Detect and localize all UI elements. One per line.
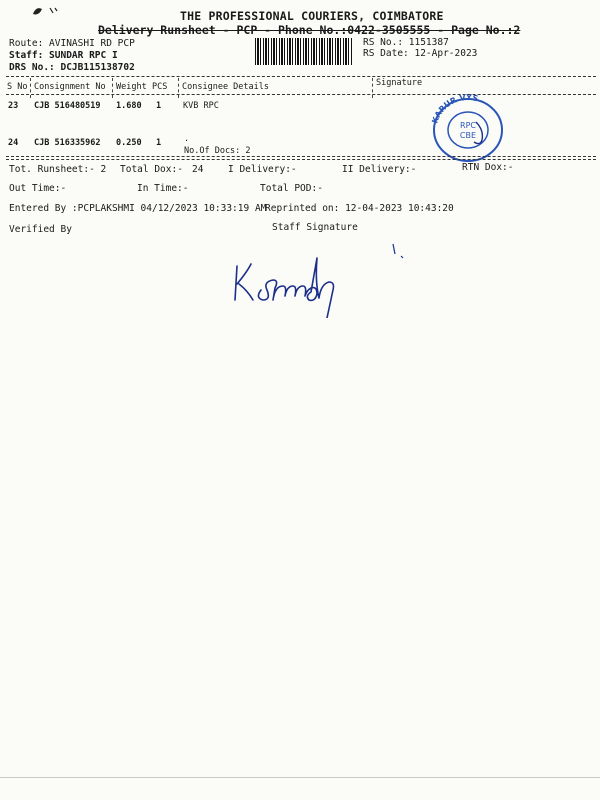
total-pod: Total POD:- <box>260 183 323 194</box>
row-weight: 0.250 <box>116 138 142 148</box>
stamp-center-text: RPC <box>460 121 476 130</box>
drs-number: DRS No.: DCJB115138702 <box>9 62 135 73</box>
runsheet-subtitle: Delivery Runsheet - PCP - Phone No.:0422-3505555 - Page No.:2 <box>98 23 521 37</box>
row-doc-count: No.Of Docs: 2 <box>184 146 251 156</box>
staff-label: Staff: SUNDAR RPC I <box>9 50 118 61</box>
verified-by-label: Verified By <box>9 224 72 235</box>
handwritten-signature <box>225 238 425 318</box>
first-delivery: I Delivery:- <box>228 164 297 175</box>
row-consignment-no: CJB 516480519 <box>34 101 101 111</box>
column-header-consignment: Consignment No <box>34 82 106 92</box>
row-weight: 1.680 <box>116 101 142 111</box>
staff-signature-label: Staff Signature <box>272 222 358 233</box>
column-header-consignee: Consignee Details <box>182 82 269 92</box>
column-header-pcs: PCS <box>152 82 168 92</box>
total-runsheet: Tot. Runsheet:- 2 <box>9 164 107 175</box>
rtn-dox: RTN Dox:- <box>462 162 514 173</box>
column-header-weight: Weight <box>116 82 147 92</box>
row-pcs: 1 <box>156 138 162 148</box>
column-header-signature: Signature <box>376 78 423 88</box>
bank-stamp <box>426 92 510 164</box>
in-time: In Time:- <box>137 183 189 194</box>
total-dox-label: Total Dox:- <box>120 164 183 175</box>
entered-by: Entered By :PCPLAKSHMI 04/12/2023 10:33:19 AM <box>9 203 267 214</box>
row-pcs: 1 <box>156 101 162 111</box>
document-title: THE PROFESSIONAL COURIERS, COIMBATORE <box>180 9 444 23</box>
row-sno: 24 <box>8 138 19 148</box>
row-consignment-no: CJB 516335962 <box>34 138 101 148</box>
row-consignee: . <box>184 134 190 144</box>
company-logo-mark <box>30 4 66 18</box>
rs-number: RS No.: 1151387 <box>363 37 449 48</box>
total-dox-value: 24 <box>192 164 204 175</box>
row-sno: 23 <box>8 101 19 111</box>
stamp-bottom-text: CBE <box>459 131 477 140</box>
column-header-sno: S No <box>7 82 28 92</box>
out-time: Out Time:- <box>9 183 67 194</box>
reprinted-on: Reprinted on: 12-04-2023 10:43:20 <box>265 203 454 214</box>
barcode <box>255 38 353 65</box>
svg-text:KARUR VYS <box>430 93 479 125</box>
route-label: Route: AVINASHI RD PCP <box>9 38 135 49</box>
row-consignee: KVB RPC <box>183 101 219 111</box>
rs-date: RS Date: 12-Apr-2023 <box>363 48 478 59</box>
second-delivery: II Delivery:- <box>342 164 417 175</box>
stamp-top-text: KARUR VYS <box>430 92 480 125</box>
